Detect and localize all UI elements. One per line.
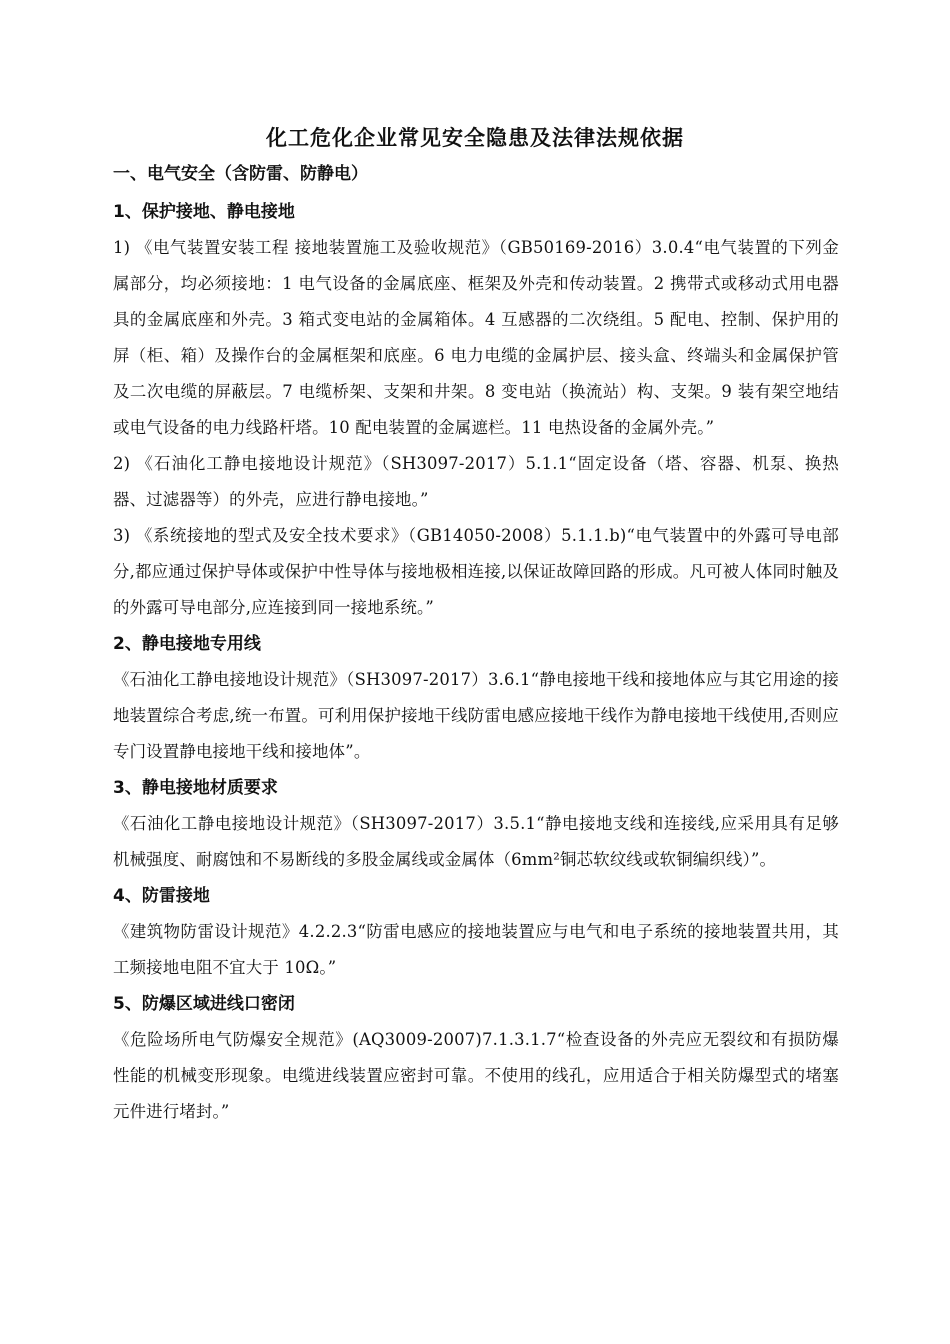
section-heading: 一、电气安全（含防雷、防静电） [113,164,368,184]
subsection-heading: 5、防爆区域进线口密闭 [113,994,295,1014]
subsection-heading: 1、保护接地、静电接地 [113,202,295,222]
paragraph: 《石油化工静电接地设计规范》（SH3097-2017）3.5.1“静电接地支线和连接线,应采用具有足够机械强度、耐腐蚀和不易断线的多股金属线或金属体（6mm²铜芯软纹线或软铜编织线）”。 [113,814,839,869]
subsection-heading: 4、防雷接地 [113,886,210,906]
paragraph: 2) 《石油化工静电接地设计规范》（SH3097-2017）5.1.1“固定设备（塔、容器、机泵、换热器、过滤器等）的外壳，应进行静电接地。” [113,454,839,509]
document-title: 化工危化企业常见安全隐患及法律法规依据 [266,126,684,150]
subsection-heading: 3、静电接地材质要求 [113,778,278,798]
paragraph: 《危险场所电气防爆安全规范》(AQ3009-2007)7.1.3.1.7“检查设备的外壳应无裂纹和有损防爆性能的机械变形现象。电缆进线装置应密封可靠。不使用的线孔，应用适合于相关防爆型式的堵塞元件进行堵封。” [113,1030,839,1121]
document-body [113,160,839,1130]
subsection-heading: 2、静电接地专用线 [113,634,261,654]
paragraph: 《石油化工静电接地设计规范》（SH3097-2017）3.6.1“静电接地干线和接地体应与其它用途的接地装置综合考虑,统一布置。可利用保护接地干线防雷电感应接地干线作为静电接地干线使用,否则应专门设置静电接地干线和接地体”。 [113,670,839,761]
paragraph: 1) 《电气装置安装工程 接地装置施工及验收规范》（GB50169-2016）3.0.4“电气装置的下列金属部分，均必须接地：1 电气设备的金属底座、框架及外壳和传动装置。2 携带式或移动式用电器具的金属底座和外壳。3 箱式变电站的金属箱体。4 互感器的二次绕组。5 配电、控制、保护用的屏（柜、箱）及操作台的金属框架和底座。6 电力电缆的金属护层、接头盒、终端头和金属保护管及二次电缆的屏蔽层。7 电缆桥架、支架和井架。8 变电站（换流站）构、支架。9 装有架空地结或电气设备的电力线路杆塔。10 配电装置的金属遮栏。11 电热设备的金属外壳。” [113,238,839,437]
paragraph: 3) 《系统接地的型式及安全技术要求》（GB14050-2008）5.1.1.b)“电气装置中的外露可导电部分,都应通过保护导体或保护中性导体与接地极相连接,以保证故障回路的形成。凡可被人体同时触及的外露可导电部分,应连接到同一接地系统。” [113,526,839,617]
paragraph: 《建筑物防雷设计规范》4.2.2.3“防雷电感应的接地装置应与电气和电子系统的接地装置共用，其工频接地电阻不宜大于 10Ω。” [113,922,839,977]
